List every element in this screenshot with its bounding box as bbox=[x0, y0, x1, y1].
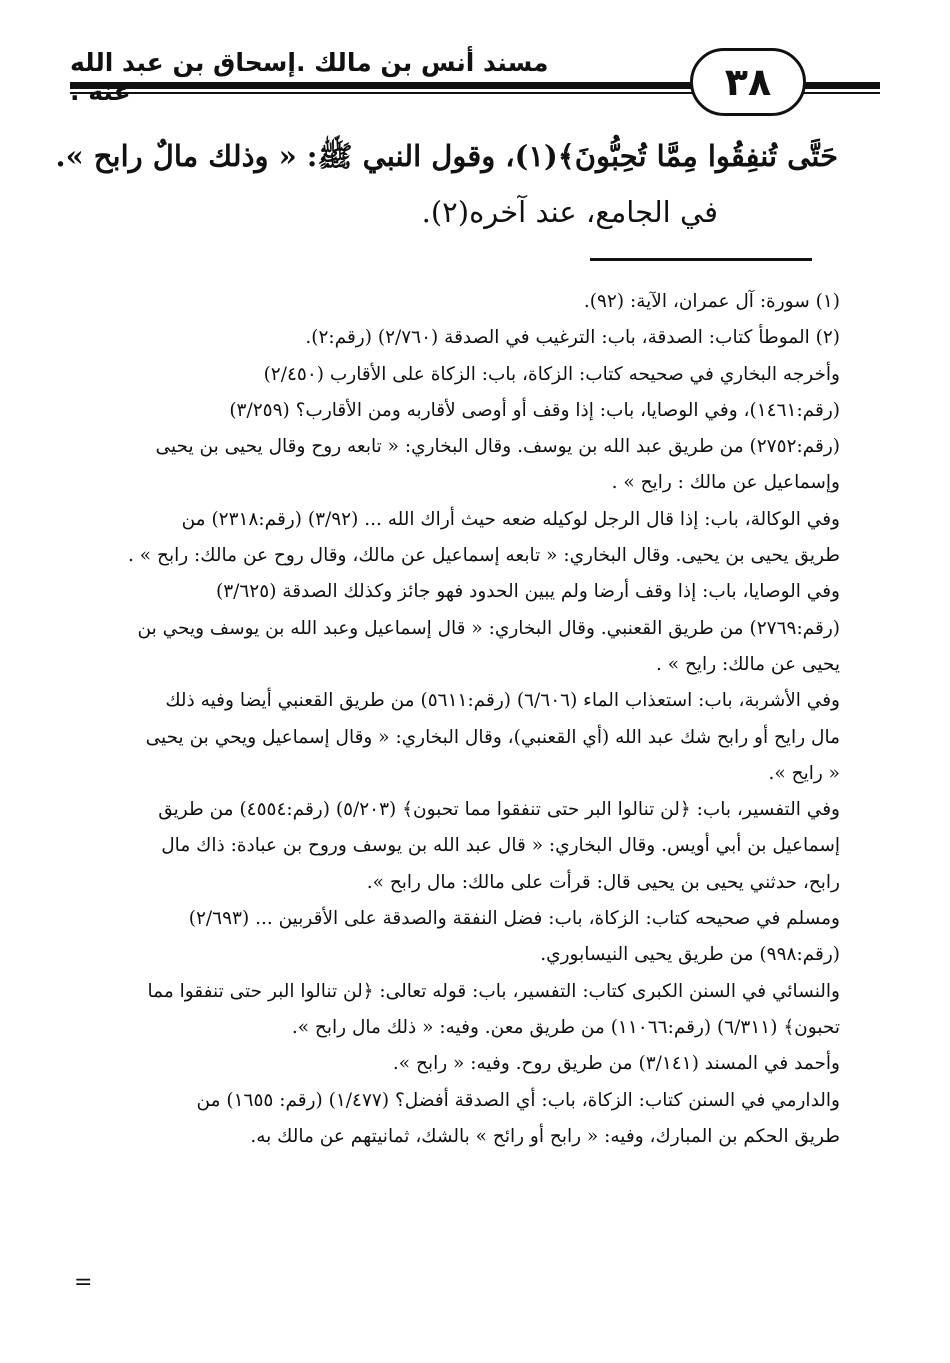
footnotes bbox=[72, 284, 840, 1155]
footnote-line: وأخرجه البخاري في صحيحه كتاب: الزكاة، باب: الزكاة على الأقارب (٢/٤٥٠) bbox=[263, 363, 840, 385]
footnote-line: والنسائي في السنن الكبرى كتاب: التفسير، باب: قوله تعالى: ﴿لن تنالوا البر حتى تنفقوا مما bbox=[147, 980, 840, 1002]
footnote-line: وإسماعيل عن مالك : رايح » . bbox=[611, 472, 840, 494]
running-title: مسند أنس بن مالك .إسحاق بن عبد الله عنه . bbox=[70, 48, 549, 106]
page-header bbox=[70, 40, 880, 110]
page-number-badge bbox=[690, 48, 806, 116]
page-number: ٣٨ bbox=[724, 60, 772, 104]
footnote-line: (رقم:١٤٦١)، وفي الوصايا، باب: إذا وقف أو أوصى لأقاربه ومن الأقارب؟ (٣/٢٥٩) bbox=[229, 399, 840, 421]
footnote-separator bbox=[590, 258, 812, 261]
footnote-line: وفي الوصايا، باب: إذا وقف أرضا ولم يبين الحدود فهو جائز وكذلك الصدقة (٣/٦٢٥) bbox=[215, 581, 840, 603]
footnote-line: « رايح ». bbox=[768, 762, 840, 784]
header-rule-right-thin bbox=[804, 92, 880, 94]
header-rule-right bbox=[804, 82, 880, 89]
footnote-line: طريق يحيى بن يحيى. وقال البخاري: « تابعه إسماعيل عن مالك، وقال روح عن مالك: رابح » . bbox=[128, 545, 840, 567]
continuation-mark: = bbox=[74, 1270, 93, 1295]
footnote-line: تحبون﴾ (٦/٣١١) (رقم:١١٠٦٦) من طريق معن. وفيه: « ذلك مال رابح ». bbox=[291, 1016, 840, 1038]
footnote-line: (رقم:٢٧٥٢) من طريق عبد الله بن يوسف. وقال البخاري: « تابعه روح وقال يحيى بن يحيى bbox=[155, 436, 840, 458]
footnote-line: وفي التفسير، باب: ﴿لن تنالوا البر حتى تنفقوا مما تحبون﴾ (٥/٢٠٣) (رقم:٤٥٥٤) من طريق bbox=[158, 799, 840, 821]
footnote-line: وفي الأشربة، باب: استعذاب الماء (٦/٦٠٦) (رقم:٥٦١١) من طريق القعنبي أيضا وفيه ذلك bbox=[165, 690, 840, 712]
footnote-line: طريق الحكم بن المبارك، وفيه: « رابح أو رائح » بالشك، ثمانيتهم عن مالك به. bbox=[250, 1125, 840, 1147]
footnote-line: يحيى عن مالك: رايح » . bbox=[656, 653, 840, 675]
footnote-line: وفي الوكالة، باب: إذا قال الرجل لوكيله ضعه حيث أراك الله ... (٣/٩٢) (رقم:٢٣١٨) من bbox=[181, 508, 840, 530]
footnote-line: (١) سورة: آل عمران، الآية: (٩٢). bbox=[583, 291, 840, 312]
footnote-line: (رقم:٢٧٦٩) من طريق القعنبي. وقال البخاري: « قال إسماعيل وعبد الله بن يوسف ويحي بن bbox=[137, 617, 840, 639]
footnote-line: مال رايح أو رابح شك عبد الله (أي القعنبي)، وقال البخاري: « وقال إسماعيل ويحي بن يحيى bbox=[145, 726, 840, 748]
footnote-line: (رقم:٩٩٨) من طريق يحيى النيسابوري. bbox=[540, 944, 840, 966]
footnote-line: (٢) الموطأ كتاب: الصدقة، باب: الترغيب في الصدقة (٢/٧٦٠) (رقم:٢). bbox=[305, 327, 840, 349]
main-text bbox=[55, 128, 838, 240]
main-line-2: في الجامع، عند آخره(٢). bbox=[421, 195, 718, 229]
main-line-1: حَتَّى تُنفِقُوا مِمَّا تُحِبُّونَ﴾(١)، وقول النبي ﷺ: « وذلك مالٌ رابح ». bbox=[55, 139, 838, 173]
footnote-line: ومسلم في صحيحه كتاب: الزكاة، باب: فضل النفقة والصدقة على الأقربين ... (٢/٦٩٣) bbox=[188, 908, 840, 930]
footnote-line: رابح، حدثني يحيى بن يحيى قال: قرأت على مالك: مال رابح ». bbox=[366, 871, 840, 893]
footnote-line: والدارمي في السنن كتاب: الزكاة، باب: أي الصدقة أفضل؟ (١/٤٧٧) (رقم: ١٦٥٥) من bbox=[196, 1089, 840, 1111]
footnote-line: إسماعيل بن أبي أويس. وقال البخاري: « قال عبد الله بن يوسف وروح بن عبادة: ذاك مال bbox=[161, 835, 840, 857]
footnote-line: وأحمد في المسند (٣/١٤١) من طريق روح. وفيه: « رابح ». bbox=[392, 1053, 840, 1075]
